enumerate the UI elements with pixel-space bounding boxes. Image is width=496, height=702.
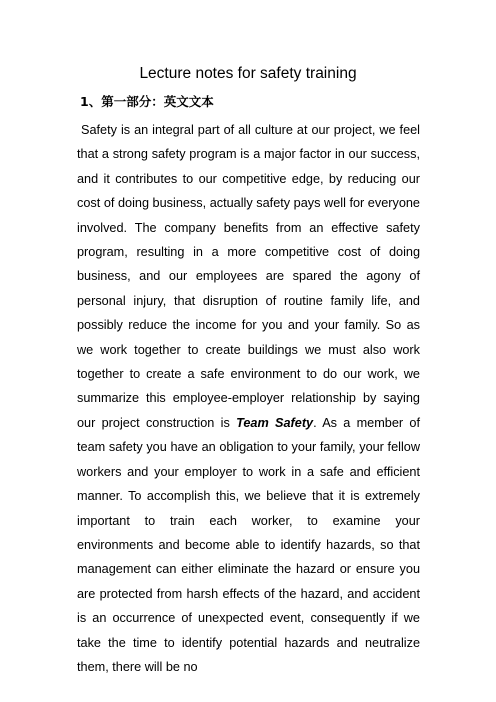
document-title: Lecture notes for safety training — [139, 65, 357, 82]
section-heading: 1、第一部分：英文文本 — [80, 94, 214, 109]
body-paragraph — [77, 118, 420, 679]
emphasized-term: Team Safety — [236, 415, 314, 430]
paragraph-text-end: . As a member of team safety you have an obligation to your family, your fellow workers and your employer to work in a safe and efficient manner. To accomplish this, we believe that it is extremely important to train each worker, to examine your environments and become able to identify hazards, so that management can either eliminate the hazard or ensure you are protected from harsh effects of the hazard, and accident is an occurrence of unexpected event, consequently if we take the time to identify potential hazards and neutralize them, there will be no — [77, 415, 420, 674]
paragraph-text-start: Safety is an integral part of all culture at our project, we feel that a strong safety program is a major factor in our success, and it contributes to our competitive edge, by reducing our cost of doing business, actually safety pays well for everyone involved. The company benefits from an effective safety program, resulting in a more competitive cost of doing business, and our employees are spared the agony of personal injury, that disruption of routine family life, and possibly reduce the income for you and your family. So as we work together to create buildings we must also work together to create a safe environment to do our work, we summarize this employee-employer relationship by saying our project construction is — [77, 123, 420, 430]
